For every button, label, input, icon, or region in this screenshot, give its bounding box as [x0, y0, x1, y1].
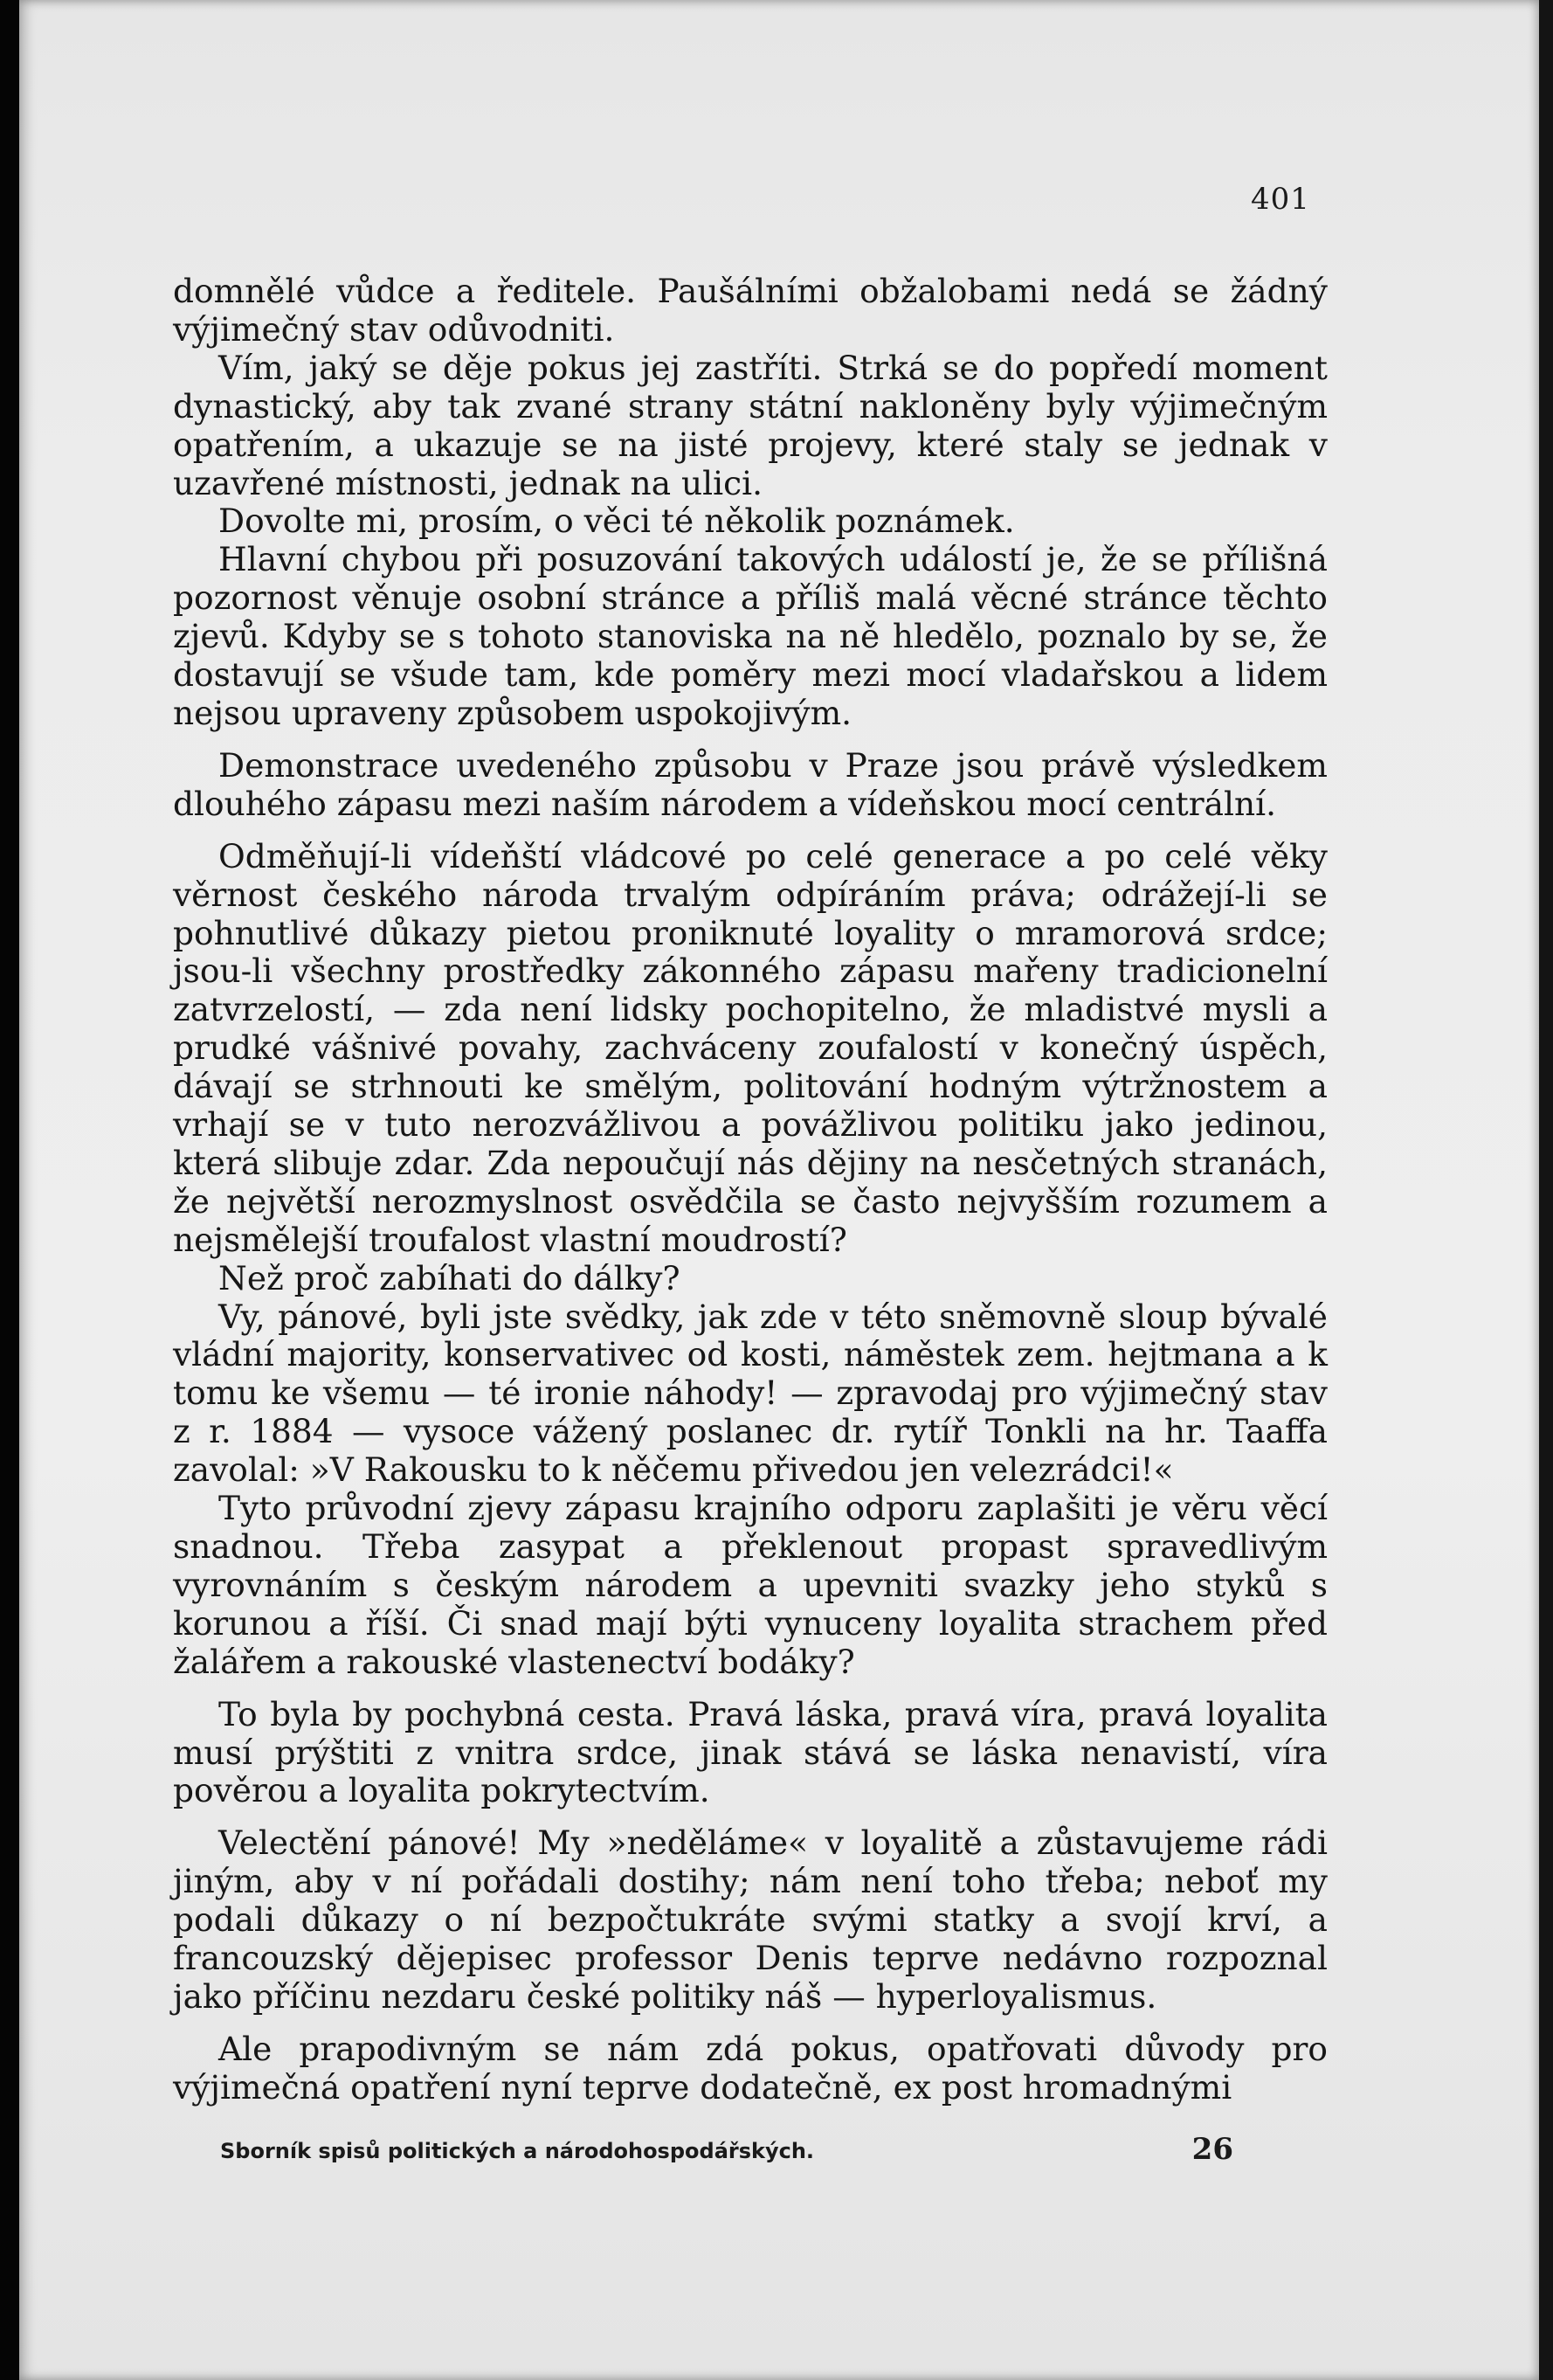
paragraph: Dovolte mi, prosím, o věci té několik poznámek. [218, 502, 1015, 541]
body-text [173, 273, 1328, 2107]
paragraph-continuation: domnělé vůdce a ředitele. Paušálními obžalobami nedá se žádný výjimečný stav odůvodniti. [173, 272, 1328, 349]
signature-mark: 26 [1191, 2132, 1233, 2167]
paragraph: To byla by pochybná cesta. Pravá láska, pravá víra, pravá loyalita musí prýštiti z vnitra srdce, jinak stává se láska nenavistí, víra pověrou a loyalita pokrytectvím. [173, 1694, 1328, 1810]
paragraph: Odměňují-li vídeňští vládcové po celé generace a po celé věky věrnost českého národa trvalým odpíráním práva; odrážejí-li se pohnutlivé důkazy pietou proniknuté loyality o mramorová srdce; jsou-li všechny prostředky zákonného zápasu mařeny tradicionelní zatvrzelostí, — zda není lidsky pochopitelno, že mladistvé mysli a prudké vášnivé povahy, zachváceny zoufalostí v konečný úspěch, dávají se strhnouti ke smělým, politování hodným výtržnostem a vrhají se v tuto nerozvážlivou a povážlivou politiku jako jedinou, která slibuje zdar. Zda nepoučují nás dějiny na nesčetných stranách, že největší nerozmyslnost osvědčila se často nejvyšším rozumem a nejsmělejší troufalost vlastní moudrostí? [173, 836, 1328, 1259]
page-number: 401 [1251, 182, 1310, 217]
paragraph: Vy, pánové, byli jste svědky, jak zde v této sněmovně sloup bývalé vládní majority, konservativec od kosti, náměstek zem. hejtmana a k tomu ke všemu — té ironie náhody! — zpravodaj pro výjimečný stav z r. 1884 — vysoce vážený poslanec dr. rytíř Tonkli na hr. Taaffa zavolal: »V Rakousku to k něčemu přivedou jen velezrádci!« [173, 1297, 1328, 1490]
paragraph: Vím, jaký se děje pokus jej zastříti. Strká se do popředí moment dynastický, aby tak zvané strany státní nakloněny byly výjimečným opatřením, a ukazuje se na jisté projevy, které staly se jednak v uzavřené místnosti, jednak na ulici. [173, 348, 1328, 502]
paragraph: Tyto průvodní zjevy zápasu krajního odporu zaplašiti je věru věcí snadnou. Třeba zasypat a překlenout propast spravedlivým vyrovnáním s českým národem a upevniti svazky jeho styků s korunou a říší. Či snad mají býti vynuceny loyalita strachem před žalářem a rakouské vlastenectví bodáky? [173, 1489, 1328, 1681]
paragraph: Demonstrace uvedeného způsobu v Praze jsou právě výsledkem dlouhého zápasu mezi naším národem a vídeňskou mocí centrální. [173, 745, 1328, 823]
book-page [19, 0, 1539, 2380]
paragraph: Ale prapodivným se nám zdá pokus, opatřovati důvody pro výjimečná opatření nyní teprve dodatečně, ex post hromadnými [173, 2029, 1328, 2107]
paragraph: Než proč zabíhati do dálky? [218, 1258, 680, 1297]
paragraph: Hlavní chybou při posuzování takových událostí je, že se přílišná pozornost věnuje osobní stránce a příliš malá věcné stránce těchto zjevů. Kdyby se s tohoto stanoviska na ně hledělo, poznalo by se, že dostavují se všude tam, kde poměry mezi mocí vladařskou a lidem nejsou upraveny způsobem uspokojivým. [173, 540, 1328, 732]
footer-book-title: Sborník spisů politických a národohospodářských. [220, 2139, 815, 2163]
paragraph: Velectění pánové! My »neděláme« v loyalitě a zůstavujeme rádi jiným, aby v ní pořádali dostihy; nám není toho třeba; neboť my podali důkazy o ní bezpočtukráte svými statky a svojí krví, a francouzský dějepisec professor Denis teprve nedávno rozpoznal jako příčinu nezdaru české politiky náš — hyperloyalismus. [173, 1823, 1328, 2016]
page-footer [220, 2132, 1233, 2167]
scan-border [0, 0, 19, 2380]
